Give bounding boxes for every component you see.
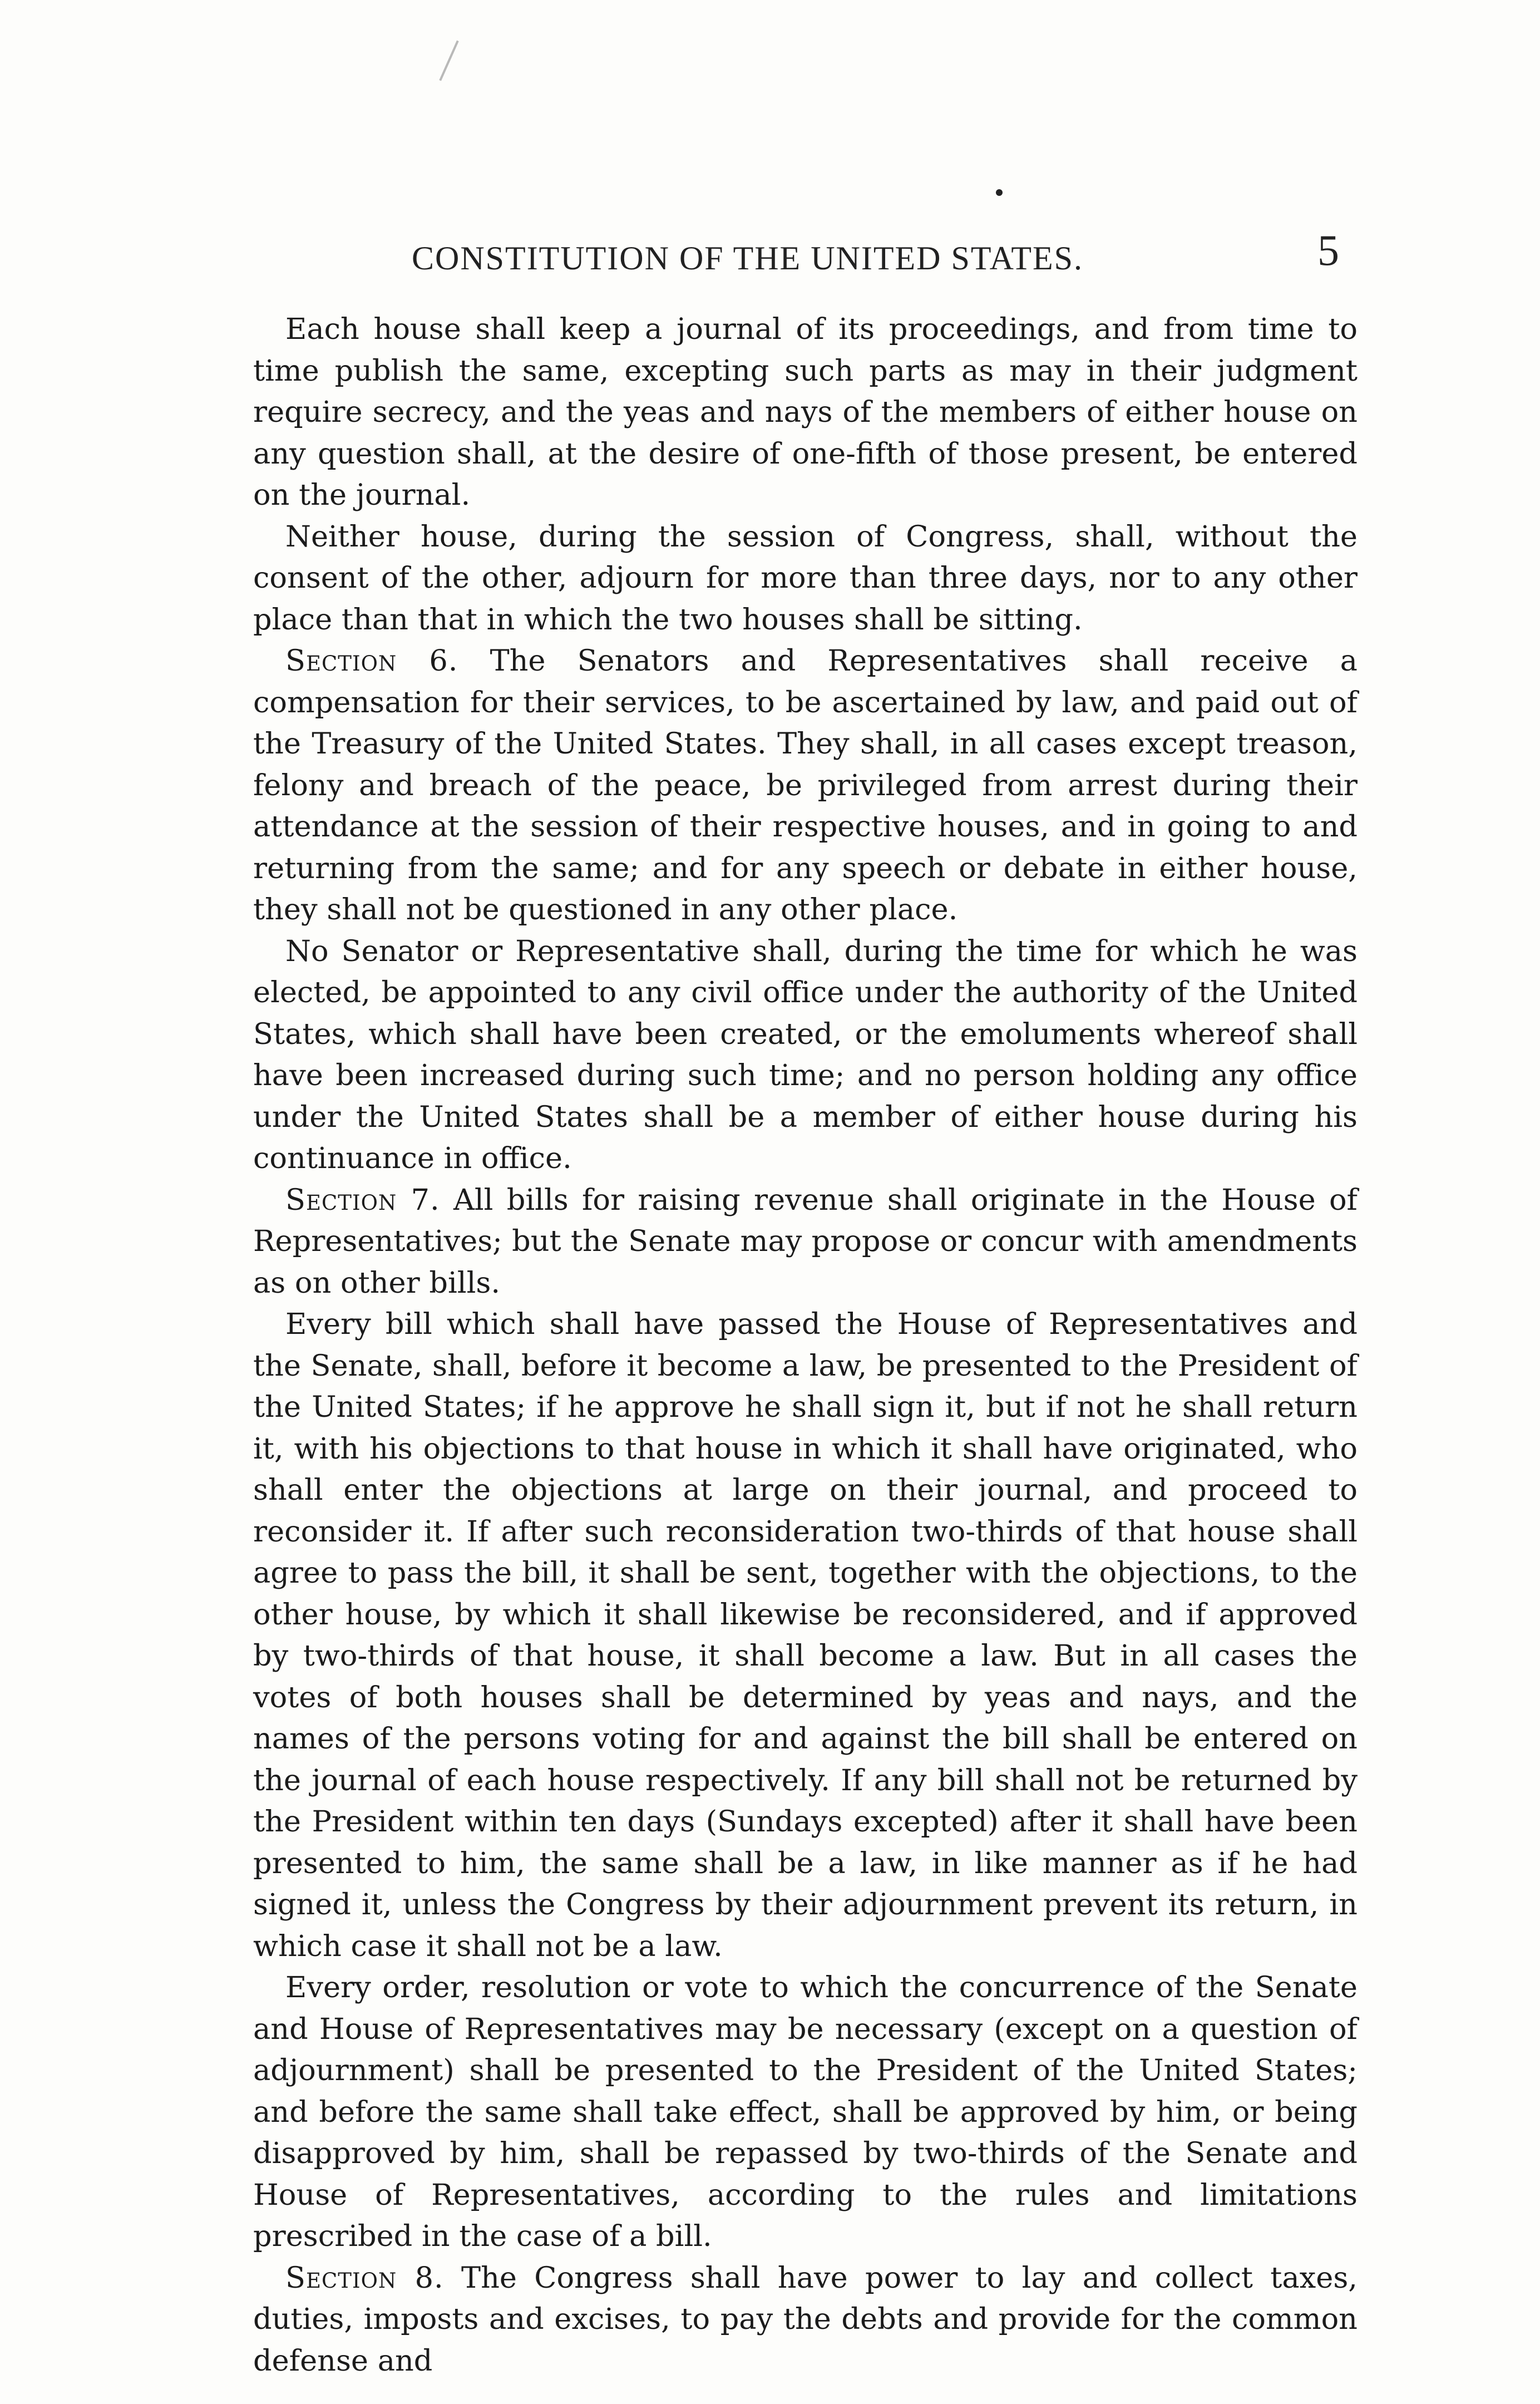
body-text [253,309,1358,2382]
paragraph-section-7 [253,1180,1358,1304]
paragraph-civil-office [253,931,1358,1180]
paragraph-section-8 [253,2258,1358,2382]
paragraph-text: Each house shall keep a journal of its proceedings, and from time to time publish the same, excepting such parts as may in their judgment require secrecy, and the yeas and nays of the members of either house on any question shall, at the desire of one-fifth of those present, be entered on the journal. [253,312,1358,512]
paragraph-every-order [253,1967,1358,2258]
section-label: Section 6. [285,644,458,678]
ink-dot [996,189,1003,196]
section-label: Section 8. [285,2260,444,2295]
paragraph-text: No Senator or Representative shall, during the time for which he was elected, be appointed to any civil office under the authority of the United States, which shall have been created, or the emoluments whereof shall have been increased during such time; and no person holding any office under the United States shall be a member of either house during his continuance in office. [253,934,1358,1175]
section-label: Section 7. [285,1183,440,1217]
paragraph-text: The Senators and Representatives shall receive a compensation for their services, to be ascertained by law, and paid out of the Treasury of the United States. They shall, in all cases except treason, felony and breach of the peace, be privileged from arrest during their attendance at the session of their respective houses, and in going to and returning from the same; and for any speech or debate in either house, they shall not be questioned in any other place. [253,644,1358,927]
paragraph-journal [253,309,1358,516]
paragraph-text: Every bill which shall have passed the House of Representatives and the Senate, shall, before it become a law, be presented to the President of the United States; if he approve he shall sign it, but if not he shall return it, with his objections to that house in which it shall have originated, who shall enter the objections at large on their journal, and proceed to reconsider it. If after such reconsideration two-thirds of that house shall agree to pass the bill, it shall be sent, together with the objections, to the other house, by which it shall likewise be reconsidered, and if approved by two-thirds of that house, it shall become a law. But in all cases the votes of both houses shall be determined by yeas and nays, and the names of the persons voting for and against the bill shall be entered on the journal of each house respectively. If any bill shall not be returned by the President within ten days (Sundays excepted) after it shall have been presented to him, the same shall be a law, in like manner as if he had signed it, unless the Congress by their adjournment prevent its return, in which case it shall not be a law. [253,1307,1358,1963]
paragraph-text: Every order, resolution or vote to which the concurrence of the Senate and House of Representatives may be necessary (except on a question of adjournment) shall be presented to the President of the United States; and before the same shall take effect, shall be approved by him, or being disapproved by him, shall be repassed by two-thirds of the Senate and House of Representatives, according to the rules and limitations prescribed in the case of a bill. [253,1971,1358,2253]
paragraph-every-bill [253,1304,1358,1967]
paragraph-text: Neither house, during the session of Congress, shall, without the consent of the other, adjourn for more than three days, nor to any other place than that in which the two houses shall be sitting. [253,519,1358,637]
page-number: 5 [1317,226,1339,274]
paragraph-adjournment [253,516,1358,641]
paragraph-text: All bills for raising revenue shall originate in the House of Representatives; but the Senate may propose or concur with amendments as on other bills. [253,1183,1358,1300]
running-header: CONSTITUTION OF THE UNITED STATES. [412,240,1084,277]
paragraph-text: The Congress shall have power to lay and collect taxes, duties, imposts and excises, to pay the debts and provide for the common defense and [253,2260,1358,2378]
paragraph-section-6 [253,641,1358,931]
pencil-mark [439,41,458,81]
